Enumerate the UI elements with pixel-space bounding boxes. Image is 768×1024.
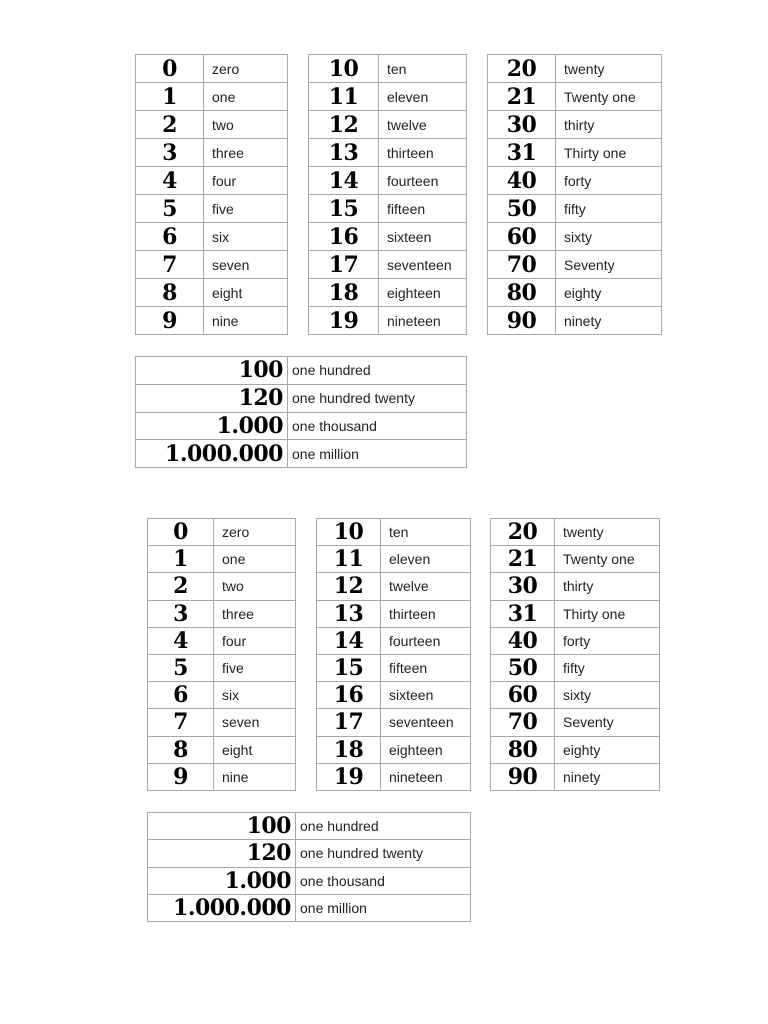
table-row	[148, 840, 471, 867]
word-cell: eight	[204, 279, 288, 307]
table-row	[148, 813, 471, 840]
table-row	[148, 894, 471, 921]
table-row	[148, 600, 296, 627]
word-cell: one million	[296, 894, 471, 921]
table-row	[488, 251, 662, 279]
number-cell: 120	[148, 840, 296, 867]
word-cell: nineteen	[381, 763, 471, 790]
word-cell: one	[204, 83, 288, 111]
number-cell: 0	[148, 519, 214, 546]
word-cell: ninety	[555, 763, 660, 790]
table-row	[309, 167, 467, 195]
table-row	[491, 546, 660, 573]
number-cell: 11	[309, 83, 379, 111]
teens-table	[308, 54, 467, 335]
table-row	[491, 763, 660, 790]
word-cell: sixteen	[381, 682, 471, 709]
units-table	[147, 518, 296, 791]
number-cell: 31	[488, 139, 556, 167]
word-cell: zero	[214, 519, 296, 546]
word-cell: five	[214, 654, 296, 681]
word-cell: seventeen	[379, 251, 467, 279]
number-cell: 14	[309, 167, 379, 195]
word-cell: thirty	[556, 111, 662, 139]
word-cell: eleven	[381, 546, 471, 573]
number-cell: 18	[317, 736, 381, 763]
table-row	[317, 573, 471, 600]
number-cell: 20	[488, 55, 556, 83]
word-cell: seven	[204, 251, 288, 279]
table-row	[491, 600, 660, 627]
word-cell: zero	[204, 55, 288, 83]
number-cell: 80	[491, 736, 555, 763]
word-cell: twenty	[555, 519, 660, 546]
table-row	[317, 709, 471, 736]
word-cell: one hundred twenty	[296, 840, 471, 867]
table-row	[148, 763, 296, 790]
table-row	[491, 736, 660, 763]
word-cell: eighty	[555, 736, 660, 763]
number-cell: 14	[317, 627, 381, 654]
word-cell: two	[214, 573, 296, 600]
number-cell: 9	[136, 307, 204, 335]
table-row	[136, 357, 467, 385]
number-cell: 19	[317, 763, 381, 790]
table-row	[148, 519, 296, 546]
word-cell: Seventy	[556, 251, 662, 279]
table-row	[136, 111, 288, 139]
word-cell: eighty	[556, 279, 662, 307]
word-cell: five	[204, 195, 288, 223]
word-cell: nine	[214, 763, 296, 790]
word-cell: fourteen	[379, 167, 467, 195]
table-row	[488, 139, 662, 167]
table-row	[136, 307, 288, 335]
word-cell: thirteen	[379, 139, 467, 167]
table-row	[309, 279, 467, 307]
word-cell: nine	[204, 307, 288, 335]
number-cell: 4	[148, 627, 214, 654]
table-row	[136, 167, 288, 195]
teens-table	[316, 518, 471, 791]
number-cell: 50	[491, 654, 555, 681]
word-cell: Twenty one	[556, 83, 662, 111]
table-row	[488, 167, 662, 195]
word-cell: Seventy	[555, 709, 660, 736]
number-cell: 21	[488, 83, 556, 111]
number-cell: 1.000	[148, 867, 296, 894]
word-cell: sixty	[556, 223, 662, 251]
table-row	[488, 307, 662, 335]
number-cell: 15	[317, 654, 381, 681]
number-cell: 12	[309, 111, 379, 139]
number-cell: 19	[309, 307, 379, 335]
table-row	[136, 223, 288, 251]
table-row	[491, 573, 660, 600]
word-cell: six	[204, 223, 288, 251]
word-cell: fourteen	[381, 627, 471, 654]
word-cell: ten	[381, 519, 471, 546]
number-cell: 1.000	[136, 412, 288, 440]
number-cell: 9	[148, 763, 214, 790]
table-row	[309, 251, 467, 279]
word-cell: Thirty one	[556, 139, 662, 167]
word-cell: two	[204, 111, 288, 139]
number-cell: 6	[136, 223, 204, 251]
large-numbers-table	[135, 356, 467, 468]
table-row	[317, 600, 471, 627]
word-cell: eighteen	[379, 279, 467, 307]
table-row	[317, 763, 471, 790]
table-row	[491, 709, 660, 736]
number-cell: 4	[136, 167, 204, 195]
number-cell: 8	[148, 736, 214, 763]
number-cell: 1	[148, 546, 214, 573]
table-row	[491, 627, 660, 654]
table-row	[136, 195, 288, 223]
units-table	[135, 54, 288, 335]
number-cell: 90	[488, 307, 556, 335]
tens-table	[490, 518, 660, 791]
table-row	[317, 627, 471, 654]
number-cell: 5	[148, 654, 214, 681]
number-cell: 120	[136, 384, 288, 412]
word-cell: four	[214, 627, 296, 654]
word-cell: ninety	[556, 307, 662, 335]
word-cell: fifteen	[379, 195, 467, 223]
number-cell: 100	[136, 357, 288, 385]
table-row	[317, 546, 471, 573]
table-row	[136, 55, 288, 83]
table-row	[317, 736, 471, 763]
number-cell: 90	[491, 763, 555, 790]
word-cell: fifteen	[381, 654, 471, 681]
table-row	[309, 195, 467, 223]
word-cell: fifty	[555, 654, 660, 681]
table-row	[488, 195, 662, 223]
number-cell: 100	[148, 813, 296, 840]
number-cell: 7	[136, 251, 204, 279]
table-row	[488, 83, 662, 111]
number-cell: 8	[136, 279, 204, 307]
number-cell: 40	[488, 167, 556, 195]
number-cell: 60	[491, 682, 555, 709]
table-row	[491, 519, 660, 546]
table-row	[136, 251, 288, 279]
table-row	[148, 627, 296, 654]
table-row	[148, 736, 296, 763]
word-cell: one hundred	[288, 357, 467, 385]
table-row	[309, 111, 467, 139]
number-cell: 2	[136, 111, 204, 139]
number-cell: 20	[491, 519, 555, 546]
number-cell: 50	[488, 195, 556, 223]
table-row	[491, 654, 660, 681]
number-cell: 70	[488, 251, 556, 279]
word-cell: forty	[555, 627, 660, 654]
number-cell: 10	[309, 55, 379, 83]
table-row	[148, 682, 296, 709]
word-cell: fifty	[556, 195, 662, 223]
table-row	[136, 139, 288, 167]
table-row	[488, 223, 662, 251]
number-cell: 5	[136, 195, 204, 223]
table-row	[488, 111, 662, 139]
word-cell: seventeen	[381, 709, 471, 736]
number-cell: 13	[317, 600, 381, 627]
number-cell: 0	[136, 55, 204, 83]
number-cell: 16	[309, 223, 379, 251]
table-row	[136, 279, 288, 307]
table-row	[148, 867, 471, 894]
number-cell: 30	[491, 573, 555, 600]
number-cell: 70	[491, 709, 555, 736]
number-cell: 2	[148, 573, 214, 600]
number-cell: 15	[309, 195, 379, 223]
number-cell: 6	[148, 682, 214, 709]
word-cell: three	[214, 600, 296, 627]
number-cell: 16	[317, 682, 381, 709]
word-cell: eighteen	[381, 736, 471, 763]
large-numbers-table	[147, 812, 471, 922]
word-cell: twenty	[556, 55, 662, 83]
table-row	[136, 412, 467, 440]
table-row	[488, 55, 662, 83]
word-cell: eleven	[379, 83, 467, 111]
table-row	[148, 573, 296, 600]
number-cell: 18	[309, 279, 379, 307]
table-row	[309, 55, 467, 83]
word-cell: nineteen	[379, 307, 467, 335]
number-cell: 1	[136, 83, 204, 111]
word-cell: sixteen	[379, 223, 467, 251]
word-cell: one million	[288, 440, 467, 468]
tens-table	[487, 54, 662, 335]
word-cell: thirteen	[381, 600, 471, 627]
table-row	[136, 384, 467, 412]
number-cell: 12	[317, 573, 381, 600]
table-row	[491, 682, 660, 709]
table-row	[488, 279, 662, 307]
table-row	[317, 519, 471, 546]
word-cell: six	[214, 682, 296, 709]
word-cell: three	[204, 139, 288, 167]
number-cell: 30	[488, 111, 556, 139]
number-cell: 3	[136, 139, 204, 167]
number-cell: 31	[491, 600, 555, 627]
table-row	[309, 83, 467, 111]
word-cell: Twenty one	[555, 546, 660, 573]
table-row	[148, 709, 296, 736]
word-cell: one thousand	[288, 412, 467, 440]
table-row	[309, 139, 467, 167]
word-cell: one hundred	[296, 813, 471, 840]
number-cell: 21	[491, 546, 555, 573]
number-cell: 17	[309, 251, 379, 279]
word-cell: seven	[214, 709, 296, 736]
table-row	[317, 654, 471, 681]
number-cell: 11	[317, 546, 381, 573]
table-row	[148, 654, 296, 681]
number-cell: 7	[148, 709, 214, 736]
word-cell: eight	[214, 736, 296, 763]
word-cell: one	[214, 546, 296, 573]
word-cell: twelve	[381, 573, 471, 600]
table-row	[136, 83, 288, 111]
number-cell: 80	[488, 279, 556, 307]
number-cell: 1.000.000	[148, 894, 296, 921]
number-cell: 17	[317, 709, 381, 736]
word-cell: ten	[379, 55, 467, 83]
table-row	[309, 223, 467, 251]
word-cell: four	[204, 167, 288, 195]
number-cell: 10	[317, 519, 381, 546]
table-row	[317, 682, 471, 709]
number-cell: 40	[491, 627, 555, 654]
word-cell: one thousand	[296, 867, 471, 894]
word-cell: Thirty one	[555, 600, 660, 627]
word-cell: twelve	[379, 111, 467, 139]
table-row	[136, 440, 467, 468]
number-cell: 3	[148, 600, 214, 627]
word-cell: sixty	[555, 682, 660, 709]
number-cell: 60	[488, 223, 556, 251]
number-cell: 13	[309, 139, 379, 167]
table-row	[148, 546, 296, 573]
word-cell: thirty	[555, 573, 660, 600]
word-cell: one hundred twenty	[288, 384, 467, 412]
table-row	[309, 307, 467, 335]
word-cell: forty	[556, 167, 662, 195]
number-cell: 1.000.000	[136, 440, 288, 468]
